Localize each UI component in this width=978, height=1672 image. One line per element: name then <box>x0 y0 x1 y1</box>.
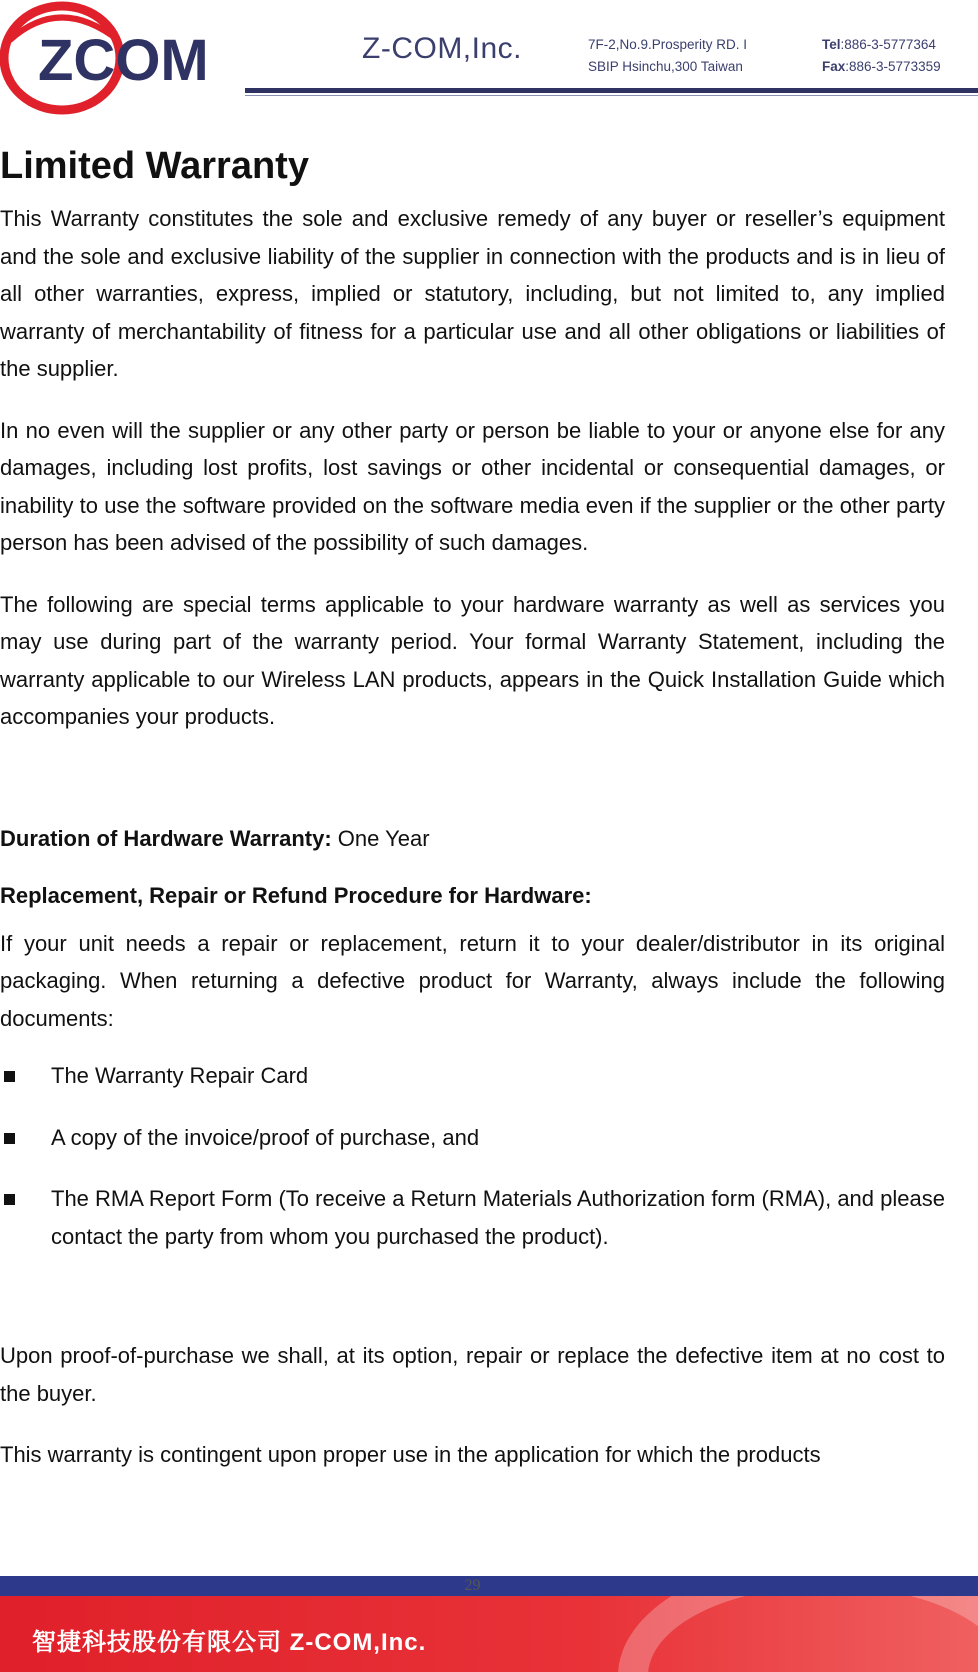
company-name: Z-COM,Inc. <box>362 32 522 65</box>
footer-brand-text: 智捷科技股份有限公司 Z-COM,Inc. <box>32 1629 427 1656</box>
fax-label: Fax <box>822 59 846 74</box>
replacement-heading: Replacement, Repair or Refund Procedure for Hardware: <box>0 883 592 908</box>
square-bullet-icon <box>4 1194 15 1205</box>
list-item <box>0 1180 945 1255</box>
duration-value: One Year <box>331 825 430 851</box>
tel-value: :886-3-5777364 <box>840 37 936 52</box>
fax-line <box>822 56 941 78</box>
company-address <box>588 34 747 78</box>
company-contact <box>822 34 941 78</box>
square-bullet-icon <box>4 1133 15 1144</box>
page-header <box>0 0 978 120</box>
square-bullet-icon <box>4 1071 15 1082</box>
replacement-text: If your unit needs a repair or replacement, return it to your dealer/distributor in its original packaging. When returning a defective product for Warranty, always include the following documents: <box>0 930 945 1031</box>
spacer <box>0 760 945 820</box>
paragraph-liability: In no even will the supplier or any other party or person be liable to your or anyone else for any damages, including lost profits, lost savings or other incidental or consequential damages, or inability to use the software provided on the software media even if the supplier or the other party person has been advised of the possibility of such damages. <box>0 417 945 555</box>
header-divider <box>245 88 978 93</box>
list-item <box>0 1119 945 1157</box>
header-divider-thin <box>245 95 978 96</box>
list-item-text: The Warranty Repair Card <box>51 1063 309 1088</box>
page-title: Limited Warranty <box>0 145 309 187</box>
spacer <box>0 1279 945 1337</box>
tel-label: Tel <box>822 37 841 52</box>
paragraph-warranty-scope: This Warranty constitutes the sole and exclusive remedy of any buyer or reseller’s equipment and the sole and exclusive liability of the supplier in connection with the products and is in lieu of all other warranties, express, implied or statutory, including, but not limited to, any implied warranty of merchantability of fitness for a particular use and all other obligations or liabilities of the supplier. <box>0 206 945 381</box>
list-item-text: The RMA Report Form (To receive a Return Materials Authorization form (RMA), and please contact the party from whom you purchased the product). <box>51 1186 945 1249</box>
list-item-text: A copy of the invoice/proof of purchase, and <box>51 1124 480 1150</box>
required-documents-list <box>0 1057 945 1255</box>
address-line-1: 7F-2,No.9.Prosperity RD. I <box>588 37 748 52</box>
tel-line <box>822 34 941 56</box>
list-item <box>0 1057 945 1095</box>
footer-swoosh <box>618 1596 978 1672</box>
duration-label: Duration of Hardware Warranty: <box>0 825 332 851</box>
address-line-2: SBIP Hsinchu,300 Taiwan <box>588 59 743 74</box>
paragraph-repair-option: Upon proof-of-purchase we shall, at its option, repair or replace the defective item at no cost to the buyer. <box>0 1343 945 1406</box>
page-number: 29 <box>464 1577 481 1594</box>
fax-value: :886-3-5773359 <box>845 59 941 74</box>
paragraph-special-terms: The following are special terms applicable to your hardware warranty as well as services you may use during part of the warranty period. Your formal Warranty Statement, including the warranty applicable to our Wireless LAN products, appears in the Quick Installation Guide which accompanies your products. <box>0 591 945 729</box>
logo-wordmark: ZCOM <box>38 28 209 93</box>
document-body <box>0 140 945 1498</box>
paragraph-contingent: This warranty is contingent upon proper use in the application for which the products <box>0 1442 821 1467</box>
zcom-logo <box>0 0 245 118</box>
duration-line <box>0 820 945 858</box>
